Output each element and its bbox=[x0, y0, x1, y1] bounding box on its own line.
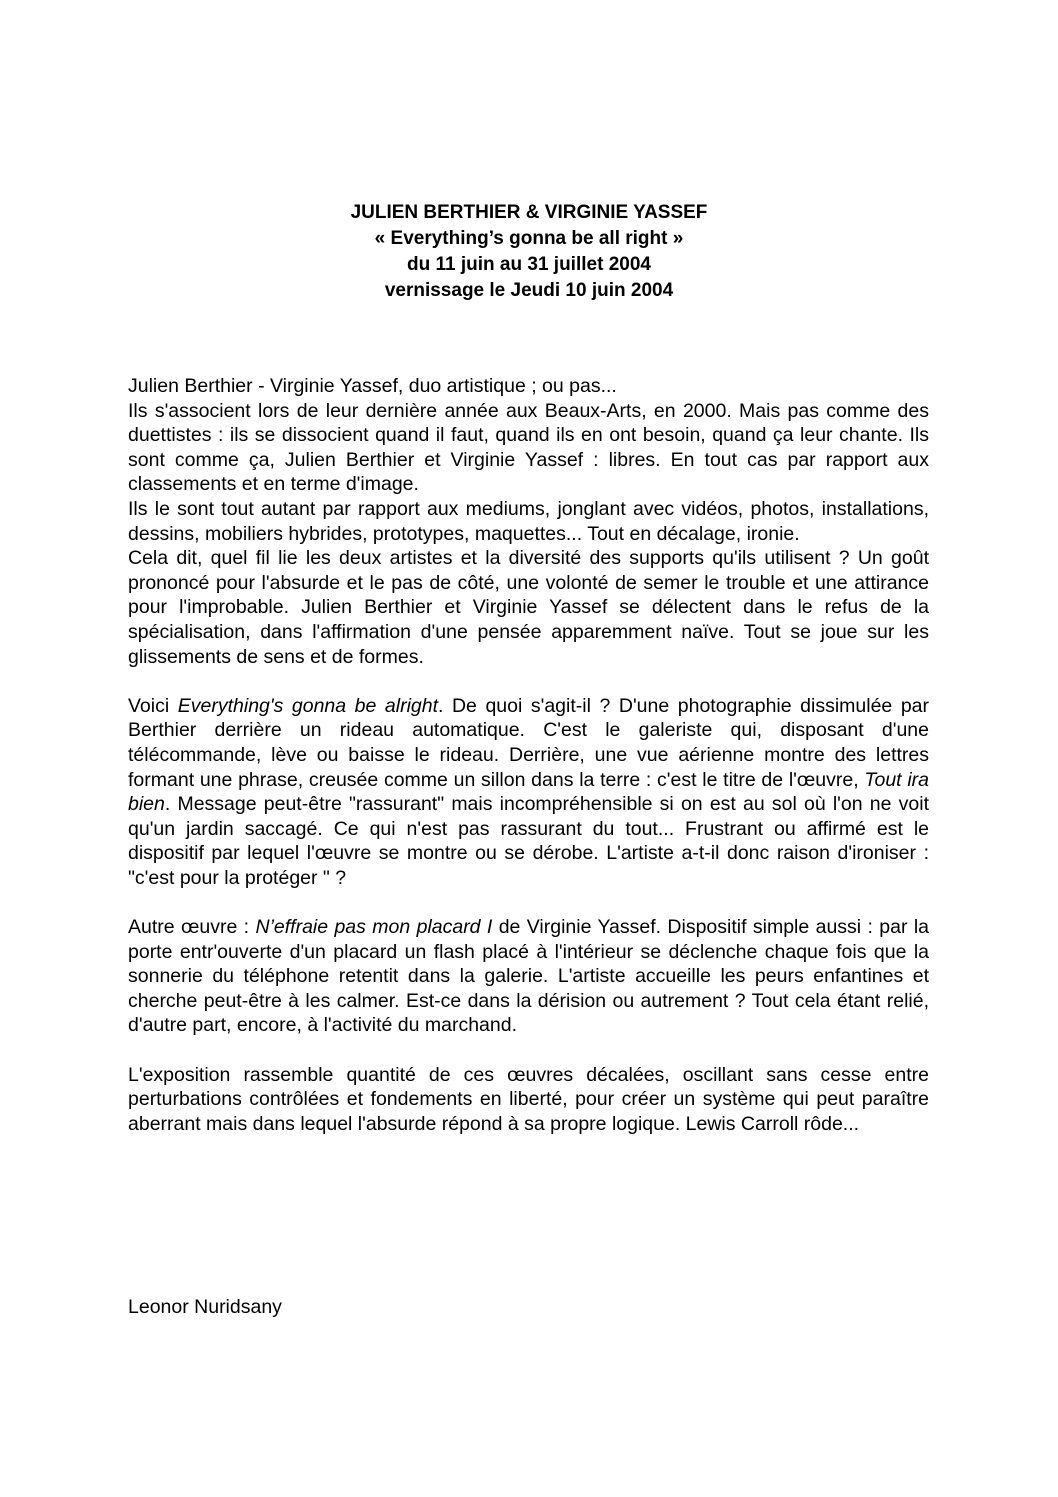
artwork-title: Everything's gonna be alright bbox=[177, 694, 439, 717]
paragraph-association: Ils s'associent lors de leur dernière année aux Beaux-Arts, en 2000. Mais pas comme des duettistes : ils se dissocient quand il faut, quand ils en ont besoin, quand ça leur chante. Ils sont comme ça, Julien Berthier et Virginie Yassef : libres. En tout cas par rapport aux classements et en terme d'image. bbox=[128, 399, 929, 496]
text-run: . De quoi s'agit-il ? D'une photographie dissimulée par Berthier derrière un rideau automatique. C'est le galeriste qui, disposant d'une télécommande, lève ou baisse le rideau. Derrière, une vue aérienne montre des lettres formant une phrase, creusée comme un sillon dans la terre : c'est le titre de l'œuvre, bbox=[128, 694, 929, 791]
text-run: de Virginie Yassef. Dispositif simple aussi : par la porte entr'ouverte d'un placard un flash placé à l'intérieur se déclenche chaque fois que la sonnerie du téléphone retentit dans la galerie. L'artiste accueille les peurs enfantines et cherche peut-être à les calmer. Est-ce dans la dérision ou autrement ? Tout cela étant relié, d'autre part, encore, à l'activité du marchand. bbox=[128, 916, 930, 1037]
artwork-title: Tout ira bien bbox=[128, 768, 929, 816]
paragraph-exhibition: L'exposition rassemble quantité de ces œuvres décalées, oscillant sans cesse entre perturbations contrôlées et fondements en liberté, pour créer un système qui peut paraître aberrant mais dans lequel l'absurde répond à sa propre logique. Lewis Carroll rôde... bbox=[128, 1063, 929, 1135]
author-signature: Leonor Nuridsany bbox=[128, 1296, 282, 1318]
exhibition-title: « Everything’s gonna be all right » bbox=[374, 228, 684, 249]
text-run: . Message peut-être "rassurant" mais incompréhensible si on est au sol où l'on ne voit qu'un jardin saccagé. Ce qui n'est pas rassurant du tout... Frustrant ou affirmé est le dispositif par lequel l'œuvre se montre ou se dérobe. L'artiste a-t-il donc raison d'ironiser : "c'est pour la protéger " ? bbox=[128, 793, 929, 889]
paragraph-gap bbox=[128, 1038, 929, 1063]
artwork-title: N’effraie pas mon placard I bbox=[255, 916, 493, 939]
paragraph-gap bbox=[128, 890, 929, 915]
artists-heading: JULIEN BERTHIER & VIRGINIE YASSEF bbox=[350, 202, 708, 223]
paragraph-gap bbox=[128, 669, 929, 694]
paragraph-placard bbox=[128, 915, 929, 1038]
intro-line: Julien Berthier - Virginie Yassef, duo artistique ; ou pas... bbox=[128, 375, 617, 397]
opening-date: vernissage le Jeudi 10 juin 2004 bbox=[384, 280, 674, 301]
exhibition-dates: du 11 juin au 31 juillet 2004 bbox=[407, 254, 651, 275]
text-run: Autre œuvre : bbox=[128, 916, 256, 939]
text-run: Voici bbox=[128, 694, 178, 717]
paragraph-absurd: Cela dit, quel fil lie les deux artistes et la diversité des supports qu'ils utilisent ? Un goût prononcé pour l'absurde et le pas de côté, une volonté de semer le trouble et une attirance pour l'improbable. Julien Berthier et Virginie Yassef se délectent dans le refus de la spécialisation, dans l'affirmation d'une pensée apparemment naïve. Tout se joue sur les glissements de sens et de formes. bbox=[128, 547, 929, 668]
document-header bbox=[0, 200, 1058, 304]
paragraph-everything bbox=[128, 694, 929, 891]
document-body bbox=[128, 374, 929, 1136]
paragraph-mediums: Ils le sont tout autant par rapport aux mediums, jonglant avec vidéos, photos, installations, dessins, mobiliers hybrides, prototypes, maquettes... Tout en décalage, ironie. bbox=[128, 497, 929, 545]
